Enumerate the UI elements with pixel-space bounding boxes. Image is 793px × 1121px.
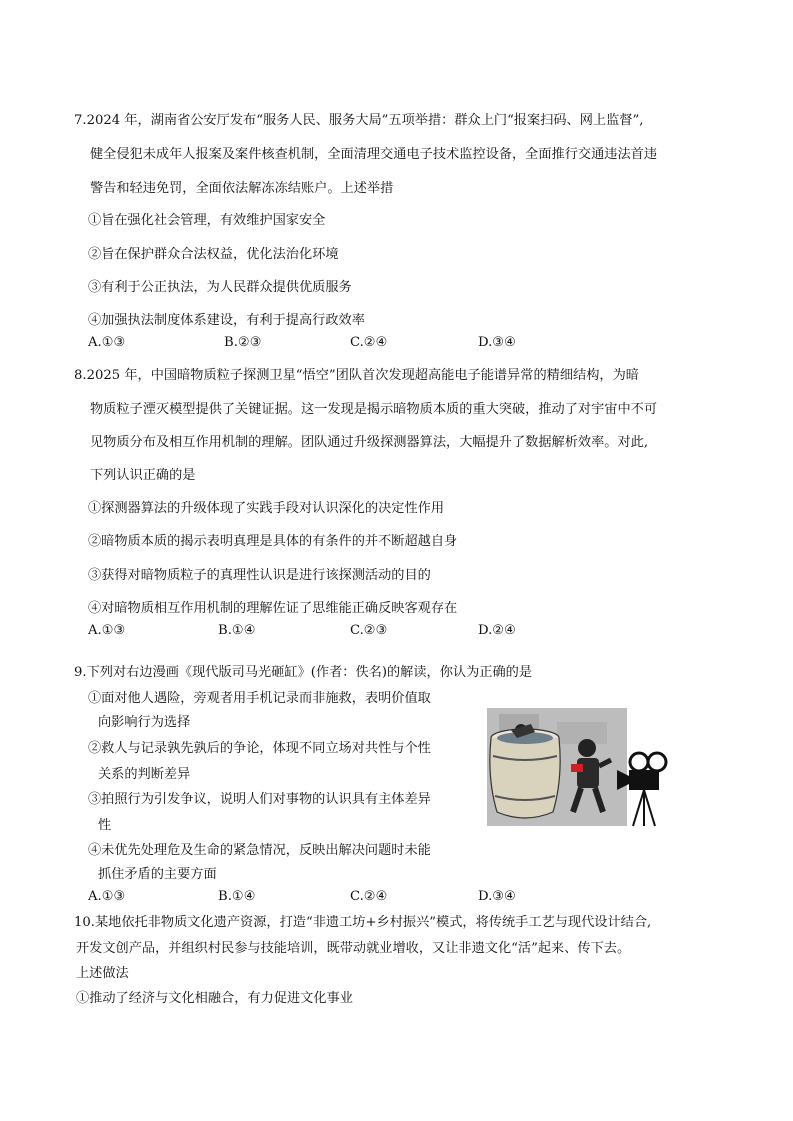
q9-choice-d: D.③④ [478, 889, 516, 904]
q7-option-4: ④加强执法制度体系建设，有利于提高行政效率 [88, 313, 365, 328]
q8-choice-d: D.②④ [478, 623, 516, 638]
q9-choice-c: C.②④ [350, 889, 388, 904]
q7-choices [88, 334, 588, 352]
q8-stem-line-4: 下列认识正确的是 [90, 468, 196, 483]
q9-option-1-line-1: ①面对他人遇险，旁观者用手机记录而非施救，表明价值取 [88, 691, 431, 706]
q9-choice-a: A.①③ [88, 889, 126, 904]
q10-stem-line-1: 10.某地依托非物质文化遗产资源，打造“非遗工坊+乡村振兴”模式，将传统手工艺与现代设计结合, [74, 915, 652, 930]
q8-stem-line-1: 8.2025 年，中国暗物质粒子探测卫星“悟空”团队首次发现超高能电子能谱异常的精细结构，为暗 [74, 368, 639, 383]
q9-option-4-line-2: 抓住矛盾的主要方面 [98, 867, 217, 882]
cartoon-illustration [487, 708, 675, 830]
q8-choice-c: C.②③ [350, 623, 388, 638]
q8-choice-b: B.①④ [218, 623, 256, 638]
q9-option-2-line-2: 关系的判断差异 [98, 767, 191, 782]
q7-choice-d: D.③④ [478, 335, 516, 350]
q10-stem-line-3: 上述做法 [76, 966, 129, 981]
q9-option-3-line-2: 性 [98, 818, 112, 833]
q7-option-3: ③有利于公正执法，为人民群众提供优质服务 [88, 280, 352, 295]
q9-option-3-line-1: ③拍照行为引发争议，说明人们对事物的认识具有主体差异 [88, 792, 431, 807]
q7-stem-line-3: 警告和轻违免罚，全面依法解冻冻结账户。上述举措 [90, 181, 394, 196]
q8-stem-line-3: 见物质分布及相互作用机制的理解。团队通过升级探测器算法，大幅提升了数据解析效率。对此, [90, 435, 649, 450]
q7-choice-b: B.②③ [224, 335, 262, 350]
q7-choice-a: A.①③ [88, 335, 126, 350]
q8-choices [88, 622, 588, 640]
q7-stem-line-2: 健全侵犯未成年人报案及案件核查机制，全面清理交通电子技术监控设备，全面推行交通违法首违 [90, 147, 658, 162]
q7-stem-line-1: 7.2024 年，湖南省公安厅发布“服务人民、服务大局”五项举措：群众上门“报案扫码、网上监督”, [74, 113, 644, 128]
q8-option-2: ②暗物质本质的揭示表明真理是具体的有条件的并不断超越自身 [88, 534, 458, 549]
water-vat-icon [490, 724, 560, 818]
q9-stem: 9.下列对右边漫画《现代版司马光砸缸》(作者：佚名)的解读，你认为正确的是 [74, 665, 533, 680]
q8-choice-a: A.①③ [88, 623, 126, 638]
q10-option-1: ①推动了经济与文化相融合，有力促进文化事业 [76, 991, 353, 1006]
q8-option-4: ④对暗物质相互作用机制的理解佐证了思维能正确反映客观存在 [88, 601, 458, 616]
q9-option-1-line-2: 向影响行为选择 [98, 715, 191, 730]
q9-option-4-line-1: ④未优先处理危及生命的紧急情况，反映出解决问题时未能 [88, 843, 431, 858]
q9-choices [88, 888, 588, 906]
q8-stem-line-2: 物质粒子湮灭模型提供了关键证据。这一发现是揭示暗物质本质的重大突破，推动了对宇宙中不可 [90, 402, 658, 417]
q9-option-2-line-1: ②救人与记录孰先孰后的争论，体现不同立场对共性与个性 [88, 741, 431, 756]
q7-option-2: ②旨在保护群众合法权益，优化法治化环境 [88, 247, 339, 262]
q9-choice-b: B.①④ [218, 889, 256, 904]
q8-option-1: ①探测器算法的升级体现了实践手段对认识深化的决定性作用 [88, 501, 445, 516]
q7-choice-c: C.②④ [350, 335, 388, 350]
q8-option-3: ③获得对暗物质粒子的真理性认识是进行该探测活动的目的 [88, 568, 431, 583]
q10-stem-line-2: 开发文创产品，并组织村民参与技能培训，既带动就业增收，又让非遗文化“活”起来、传下去。 [76, 941, 631, 956]
q7-option-1: ①旨在强化社会管理，有效维护国家安全 [88, 213, 326, 228]
